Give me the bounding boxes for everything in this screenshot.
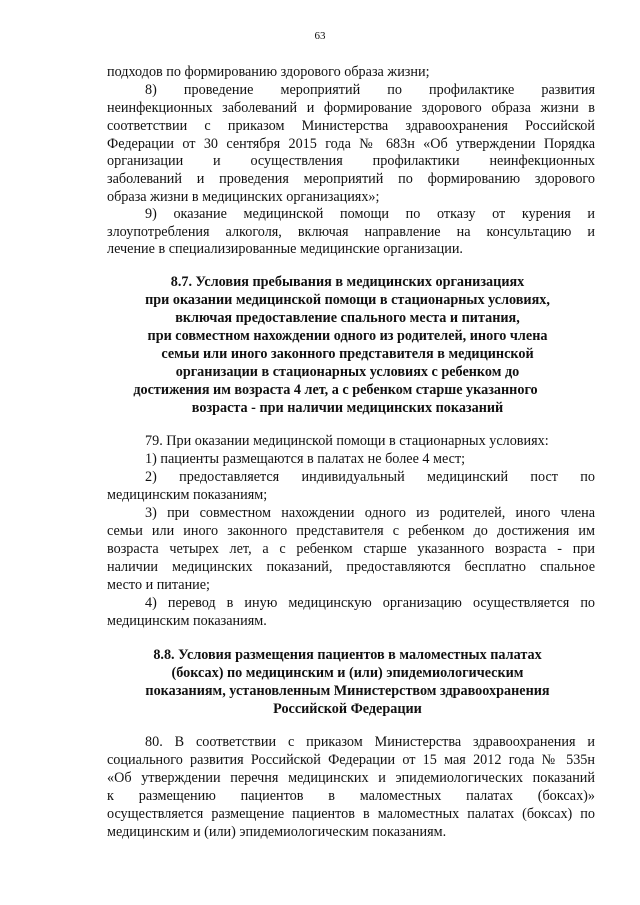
section-heading-line: включая предоставление спального места и питания,: [175, 310, 520, 326]
text-line: образа жизни в медицинских организациях»;: [107, 189, 380, 205]
text-line: 80. В соответствии с приказом Министерства здравоохранения и: [145, 734, 595, 750]
text-line: 2) предоставляется индивидуальный медицинский пост по: [145, 469, 595, 485]
text-line: злоупотребления алкоголя, включая направление на консультацию и: [107, 224, 595, 240]
text-line: возраста четырех лет, а с ребенком старше указанного возраста - при: [107, 541, 595, 557]
text-line: организации и осуществления профилактики неинфекционных: [107, 153, 595, 169]
section-heading-line: Российской Федерации: [273, 701, 422, 717]
section-heading-line: показаниям, установленным Министерством здравоохранения: [145, 683, 550, 699]
text-line: осуществляется размещение пациентов в маломестных палатах (боксах) по: [107, 806, 595, 822]
section-heading-line: возраста - при наличии медицинских показаний: [191, 400, 504, 416]
section-heading-line: организации в стационарных условиях с ребенком до: [175, 364, 520, 380]
text-line: заболеваний и проведения мероприятий по формированию здорового: [107, 171, 595, 187]
text-line: соответствии с приказом Министерства здравоохранения Российской: [107, 118, 595, 134]
text-line: «Об утверждении перечня медицинских и эпидемиологических показаний: [107, 770, 595, 786]
text-line: семьи или иного законного представителя с ребенком до достижения им: [107, 523, 595, 539]
section-heading-line: (боксах) по медицинским и (или) эпидемиологическим: [171, 665, 524, 681]
section-heading-line: 8.8. Условия размещения пациентов в маломестных палатах: [153, 647, 542, 663]
text-line: место и питание;: [107, 577, 210, 593]
text-line: медицинским показаниям.: [107, 613, 267, 629]
text-line: неинфекционных заболеваний и формирование здорового образа жизни в: [107, 100, 595, 116]
text-line: подходов по формированию здорового образа жизни;: [107, 64, 430, 80]
text-line: наличии медицинских показаний, предоставляются бесплатно спальное: [107, 559, 595, 575]
page-number: 63: [314, 30, 326, 42]
section-heading-line: при оказании медицинской помощи в стационарных условиях,: [145, 292, 550, 308]
text-line: 9) оказание медицинской помощи по отказу от курения и: [145, 206, 595, 222]
text-line: 8) проведение мероприятий по профилактике развития: [145, 82, 595, 98]
section-heading-line: при совместном нахождении одного из родителей, иного члена: [147, 328, 548, 344]
text-line: медицинским и (или) эпидемиологическим показаниям.: [107, 824, 447, 840]
text-line: к размещению пациентов в маломестных палатах (боксах)»: [107, 788, 595, 804]
text-line: социального развития Российской Федерации от 15 мая 2012 года № 535н: [107, 752, 595, 768]
text-line: 1) пациенты размещаются в палатах не более 4 мест;: [145, 451, 466, 467]
text-line: 4) перевод в иную медицинскую организацию осуществляется по: [145, 595, 595, 611]
text-line: 79. При оказании медицинской помощи в стационарных условиях:: [145, 433, 549, 449]
text-line: лечение в специализированные медицинские организации.: [107, 241, 463, 257]
section-heading-line: 8.7. Условия пребывания в медицинских организациях: [170, 274, 525, 290]
section-heading-line: достижения им возраста 4 лет, а с ребенком старше указанного: [133, 382, 538, 398]
section-heading-line: семьи или иного законного представителя в медицинской: [161, 346, 534, 362]
text-line: медицинским показаниям;: [107, 487, 268, 503]
text-line: Федерации от 30 сентября 2015 года № 683н «Об утверждении Порядка: [107, 136, 595, 152]
text-line: 3) при совместном нахождении одного из родителей, иного члена: [145, 505, 595, 521]
